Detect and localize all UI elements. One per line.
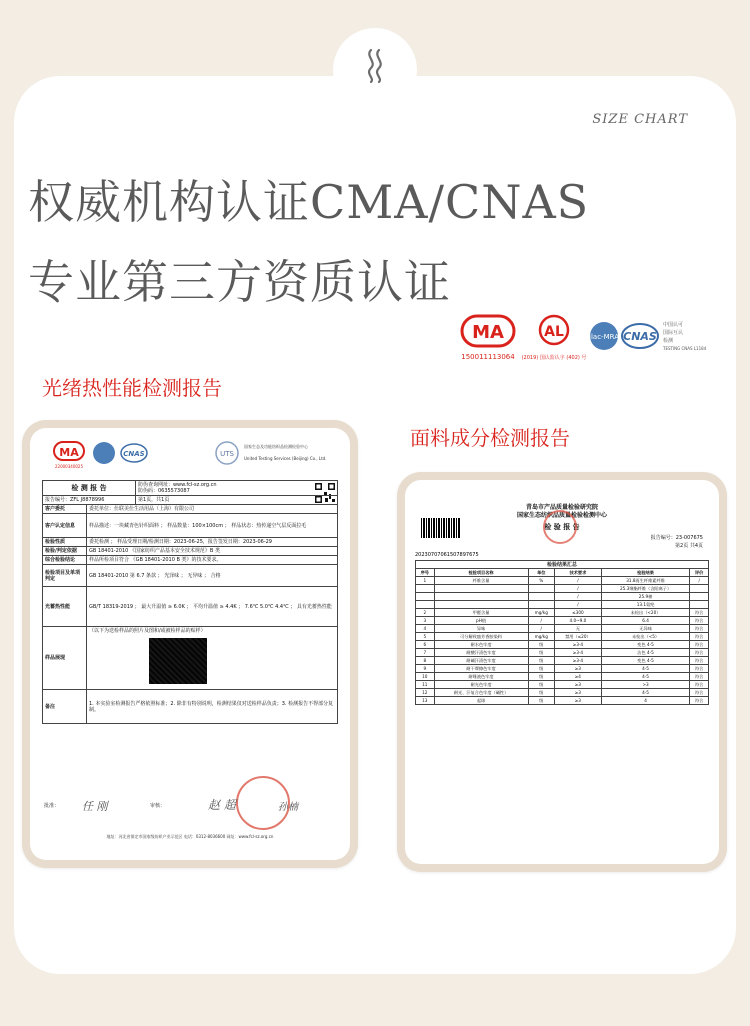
table-cell bbox=[528, 585, 555, 593]
table-cell: 4 bbox=[601, 697, 690, 705]
signer-name: 任 刚 bbox=[82, 800, 108, 813]
report1-anti-fake-web: 防伪查询网址：www.fcl-sz.org.cn bbox=[137, 482, 217, 488]
table-cell: 纤维含量 bbox=[434, 577, 528, 585]
svg-text:MA: MA bbox=[59, 446, 79, 459]
table-cell: ≥3 bbox=[555, 665, 602, 673]
table-cell: 可分解致癌芳香胺染料 bbox=[434, 633, 528, 641]
table-cell: 耐唾液色牢度 bbox=[434, 673, 528, 681]
report1-header-logos bbox=[52, 438, 342, 472]
table-cell: 符合 bbox=[690, 617, 709, 625]
table-cell: 级 bbox=[528, 673, 555, 681]
testing-text: TESTING CNAS L1184 bbox=[663, 346, 707, 351]
table-cell: ≤300 bbox=[555, 609, 602, 617]
table-cell: 2 bbox=[416, 609, 435, 617]
svg-text:国际互认: 国际互认 bbox=[663, 330, 684, 336]
report1-row-label: 综合检验结论 bbox=[43, 556, 87, 565]
report1-label: 光绪热性能检测报告 bbox=[42, 376, 222, 400]
table-cell: 变色 4-5 bbox=[601, 657, 690, 665]
table-cell: 无 bbox=[555, 625, 602, 633]
report1-row-value: GB 18401-2010 《国家纺织产品基本安全技术规范》B 类 bbox=[87, 547, 338, 556]
svg-text:UTS: UTS bbox=[220, 450, 234, 458]
report1-antifake bbox=[135, 481, 337, 496]
table-cell bbox=[434, 585, 528, 593]
svg-text:MA: MA bbox=[472, 322, 504, 343]
report1-table bbox=[42, 480, 338, 724]
table-cell bbox=[690, 593, 709, 601]
report2-serial: 20230707061507897675 bbox=[415, 552, 479, 558]
table-cell: 级 bbox=[528, 641, 555, 649]
table-cell: / bbox=[690, 577, 709, 585]
signer-label: 批准： bbox=[44, 803, 60, 809]
size-chart-label: SIZE CHART bbox=[592, 112, 688, 127]
report2-column-header: 技术要求 bbox=[555, 569, 602, 577]
ilac-logo bbox=[589, 322, 619, 350]
table-cell bbox=[690, 601, 709, 609]
table-cell: / bbox=[528, 617, 555, 625]
report2-column-header: 评价 bbox=[690, 569, 709, 577]
svg-text:ilac-MRA: ilac-MRA bbox=[589, 333, 619, 341]
table-cell: 符合 bbox=[690, 625, 709, 633]
table-cell bbox=[434, 593, 528, 601]
report2-table bbox=[415, 560, 709, 705]
table-cell: 4-5 bbox=[601, 689, 690, 697]
report1-row-value: 委托检测 ； 样品受理日期/检测日期：2023-06-25，报告签发日期：2023-06-29 bbox=[87, 538, 338, 547]
table-cell: 甲醛含量 bbox=[434, 609, 528, 617]
svg-text:检测: 检测 bbox=[663, 338, 674, 344]
table-cell bbox=[528, 593, 555, 601]
table-cell: 耐干摩擦色牢度 bbox=[434, 665, 528, 673]
table-cell: 25.3聚酯纤维（含阳离子） bbox=[601, 585, 690, 593]
table-cell: 符合 bbox=[690, 657, 709, 665]
table-cell: 起球 bbox=[434, 697, 528, 705]
table-row bbox=[416, 665, 709, 673]
table-cell: 4-5 bbox=[601, 665, 690, 673]
table-cell bbox=[416, 601, 435, 609]
table-row bbox=[416, 601, 709, 609]
report1-row-value: 委托单位：仕联美仕生活用品（上海）有限公司 bbox=[87, 505, 338, 514]
headline-line-2: 专业第三方资质认证 bbox=[28, 255, 451, 309]
report1-row-value: GB 18401-2010 第 6.7 条款 ； 光泽味 ； 无异味 ； 合格 bbox=[87, 565, 338, 587]
table-cell: ≥3 bbox=[555, 689, 602, 697]
table-cell: 级 bbox=[528, 649, 555, 657]
report1-row-label: 检验/判定依据 bbox=[43, 547, 87, 556]
report2-page: 第2页 共4页 bbox=[675, 543, 703, 549]
table-cell: 4.0~9.0 bbox=[555, 617, 602, 625]
report1-row-label: 客户委托 bbox=[43, 505, 87, 514]
table-cell: / bbox=[555, 577, 602, 585]
table-cell: mg/kg bbox=[528, 609, 555, 617]
table-row bbox=[416, 689, 709, 697]
cma-number: 150011113064 bbox=[461, 353, 515, 361]
table-cell: / bbox=[555, 593, 602, 601]
report1-row-value: 1. 本实验室检测报告严格依照标准；2. 除非有特别说明，检测结果仅对送检样品负责；3. 检测报告不得部分复制。 bbox=[87, 690, 338, 724]
cnas-text: CNAS bbox=[623, 330, 657, 343]
reviewer-name: 赵 超 bbox=[208, 798, 236, 812]
table-cell: 异味 bbox=[434, 625, 528, 633]
table-cell: 4-5 bbox=[601, 673, 690, 681]
report2-org2: 国家生态纺织品质量检验检测中心 bbox=[516, 512, 607, 519]
table-cell: mg/kg bbox=[528, 633, 555, 641]
table-cell: ≥3-4 bbox=[555, 649, 602, 657]
table-cell: ≥4 bbox=[555, 673, 602, 681]
table-cell: 1 bbox=[416, 577, 435, 585]
svg-text:AL: AL bbox=[544, 324, 564, 340]
report1-row-value: 样品描述：一块藏青色针织面料 ； 样品数量：100×100cm ； 样品状态：热传递空气层反面拉毛 bbox=[87, 514, 338, 538]
table-cell: 禁用（≤20） bbox=[555, 633, 602, 641]
report1-page: 第1页，共1页 bbox=[135, 496, 337, 505]
reviewer-label: 审核： bbox=[150, 803, 166, 809]
report2-column-header: 序号 bbox=[416, 569, 435, 577]
report1-sample-cell bbox=[87, 627, 338, 690]
report2-column-header: 检验项目名称 bbox=[434, 569, 528, 577]
table-cell: 31.8再生纤维素纤维 bbox=[601, 577, 690, 585]
table-row bbox=[416, 681, 709, 689]
table-cell: 耐光色牢度 bbox=[434, 681, 528, 689]
report2-column-header: 检验结果 bbox=[601, 569, 690, 577]
table-cell: / bbox=[528, 625, 555, 633]
table-cell bbox=[416, 593, 435, 601]
table-row bbox=[416, 657, 709, 665]
table-row bbox=[416, 617, 709, 625]
table-cell: 级 bbox=[528, 689, 555, 697]
report2-doc-title: 检 验 报 告 bbox=[544, 523, 580, 531]
report2-org1: 青岛市产品质量检验研究院 bbox=[525, 504, 598, 511]
table-cell: 未检出（<5） bbox=[601, 633, 690, 641]
table-cell: 符合 bbox=[690, 633, 709, 641]
table-row bbox=[416, 697, 709, 705]
table-cell: 3 bbox=[416, 617, 435, 625]
table-row bbox=[416, 585, 709, 593]
report1-row-value: （以下为送检样品的照片及图和/或被检样品的贴样） bbox=[89, 628, 206, 634]
table-row bbox=[416, 641, 709, 649]
table-cell: 沾色 4-5 bbox=[601, 649, 690, 657]
cal-note: (2019) 国认监认字 (402) 号 bbox=[521, 355, 587, 361]
report1-row-label: 光蓄热性能 bbox=[43, 587, 87, 627]
table-cell: ≥3-4 bbox=[555, 657, 602, 665]
table-cell: 13 bbox=[416, 697, 435, 705]
table-cell bbox=[434, 601, 528, 609]
table-row bbox=[416, 649, 709, 657]
report1-frame bbox=[22, 420, 358, 868]
report1-row-label: 样品展现 bbox=[43, 627, 87, 690]
table-cell: 符合 bbox=[690, 673, 709, 681]
table-cell: / bbox=[555, 601, 602, 609]
report1-footer: 地址：河北省保定市国家级纺织产业示范区 电话：0312-8036600 网址：www.fcl-sz.org.cn bbox=[106, 834, 274, 839]
table-cell: 4 bbox=[416, 625, 435, 633]
table-row bbox=[416, 625, 709, 633]
report1-org-cn: 国家生态及功能纺织品检测检验中心 bbox=[244, 444, 308, 449]
report1-title: 检 测 报 告 bbox=[43, 481, 136, 496]
cal-logo bbox=[522, 316, 587, 361]
table-cell: 11 bbox=[416, 681, 435, 689]
table-cell: % bbox=[528, 577, 555, 585]
squiggle-icon bbox=[355, 44, 395, 84]
table-cell: 12 bbox=[416, 689, 435, 697]
table-cell: 符合 bbox=[690, 641, 709, 649]
report2-label: 面料成分检测报告 bbox=[410, 426, 570, 450]
report1-row-label: 客户认定信息 bbox=[43, 514, 87, 538]
svg-text:CNAS: CNAS bbox=[123, 450, 145, 458]
report1-anti-fake-code: 防伪码：0635573087 bbox=[137, 488, 190, 494]
report2-frame bbox=[397, 472, 727, 872]
report1-org-en: United Testing Services (Beijing) Co., Ltd. bbox=[244, 456, 327, 461]
table-cell: 符合 bbox=[690, 681, 709, 689]
cma-logo bbox=[461, 316, 515, 361]
table-cell bbox=[690, 585, 709, 593]
table-cell: 25.9棉 bbox=[601, 593, 690, 601]
report2-paper bbox=[405, 480, 719, 864]
report1-paper bbox=[30, 428, 350, 860]
table-row bbox=[416, 673, 709, 681]
svg-text:中国认可: 中国认可 bbox=[663, 322, 684, 328]
table-cell: ≥3 bbox=[555, 697, 602, 705]
report1-row-label: 检验性质 bbox=[43, 538, 87, 547]
table-cell: 13.1氨纶 bbox=[601, 601, 690, 609]
table-cell: 级 bbox=[528, 665, 555, 673]
table-cell: 级 bbox=[528, 657, 555, 665]
table-row bbox=[416, 609, 709, 617]
table-cell bbox=[416, 585, 435, 593]
table-cell: 9 bbox=[416, 665, 435, 673]
report1-row-label: 备注 bbox=[43, 690, 87, 724]
fabric-swatch bbox=[149, 638, 207, 684]
table-cell: 耐酸汗渍色牢度 bbox=[434, 649, 528, 657]
table-cell: 级 bbox=[528, 681, 555, 689]
table-cell: 耐水色牢度 bbox=[434, 641, 528, 649]
table-cell: >3 bbox=[601, 681, 690, 689]
table-cell: / bbox=[555, 585, 602, 593]
certification-logos bbox=[460, 314, 707, 364]
report2-stamp bbox=[543, 510, 577, 544]
checker-name: 孙楠 bbox=[278, 802, 298, 813]
table-row bbox=[416, 577, 709, 585]
cnas-logo bbox=[622, 324, 658, 348]
table-cell: 级 bbox=[528, 697, 555, 705]
table-cell: ≥3 bbox=[555, 681, 602, 689]
table-cell: 未检出（<20） bbox=[601, 609, 690, 617]
report1-row-label: 检验项目及单项判定 bbox=[43, 565, 87, 587]
table-cell: 7 bbox=[416, 649, 435, 657]
report1-ma-number: 22000340025 bbox=[55, 464, 83, 469]
headline-line-1: 权威机构认证CMA/CNAS bbox=[28, 175, 590, 229]
table-cell: 6.4 bbox=[601, 617, 690, 625]
table-cell: 符合 bbox=[690, 665, 709, 673]
table-cell: 无异味 bbox=[601, 625, 690, 633]
report2-number: 报告编号：23-007675 bbox=[650, 535, 703, 541]
table-cell: 耐光、汗复合色牢度（碱性） bbox=[434, 689, 528, 697]
table-cell: 8 bbox=[416, 657, 435, 665]
table-row bbox=[416, 633, 709, 641]
table-cell: 符合 bbox=[690, 609, 709, 617]
report1-row-value: 样品所检项目符合 《GB 18401-2010 B 类》的技术要求。 bbox=[87, 556, 338, 565]
table-cell: 耐碱汗渍色牢度 bbox=[434, 657, 528, 665]
table-cell: 符合 bbox=[690, 649, 709, 657]
table-cell: 符合 bbox=[690, 697, 709, 705]
table-cell: 变色 4-5 bbox=[601, 641, 690, 649]
report2-column-header: 单位 bbox=[528, 569, 555, 577]
barcode bbox=[421, 518, 461, 538]
table-cell: ≥3-4 bbox=[555, 641, 602, 649]
table-cell bbox=[528, 601, 555, 609]
table-cell: pH值 bbox=[434, 617, 528, 625]
table-cell: 6 bbox=[416, 641, 435, 649]
table-row bbox=[416, 593, 709, 601]
table-cell: 10 bbox=[416, 673, 435, 681]
table-cell: 5 bbox=[416, 633, 435, 641]
table-cell: 符合 bbox=[690, 689, 709, 697]
report1-row-value: GB/T 18319-2019 ； 最大升温值 ≥ 6.0K ； 平均升温值 ≥ 4.4K ； 7.6℃ 5.0℃ 4.4℃ ； 具有光蓄热性能 bbox=[87, 587, 338, 627]
report1-number: 报告编号：ZFL J8878996 bbox=[43, 496, 136, 505]
report2-caption: 检验结果汇总 bbox=[416, 561, 709, 569]
